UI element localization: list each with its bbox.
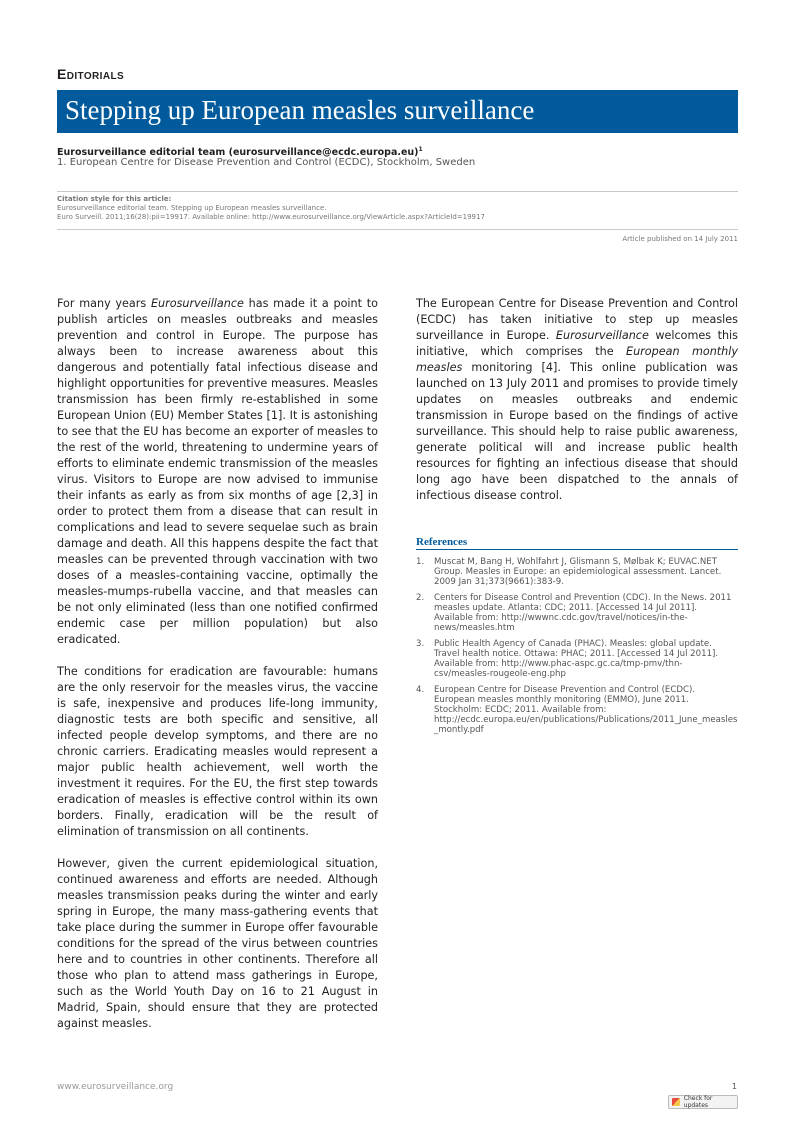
text: has made it a point to publish articles on measles outbreaks and measles prevention and control in Europe. The purpose has always been to increase awareness about this dangerous and potentially fatal infectious disease and highlight opportunities for preventive measures. Measles transmission has been firmly re-established in some European Union (EU) Member States [1]. It is astonishing to see that the EU has become an exporter of measles to the rest of the world, threatening to undermine years of efforts to eliminate endemic transmission of the measles virus. Visitors to Europe are now advised to immunise their infants as early as from six months of age [2,3] in order to protect them from a disease that can result in complications and lead to severe sequelae such as brain damage and death. All this happens despite the fact that measles can be prevented through vaccination with two doses of a measles-containing vaccine, optimally the measles-mumps-rubella vaccine, and that measles can be not only eliminated (less than one notified confirmed endemic case per million population) but also eradicated. [57,297,378,646]
reference-item [416,685,738,735]
body-column-right [416,296,738,520]
check-for-updates-button[interactable] [668,1095,738,1109]
paragraph [416,296,738,504]
divider [57,229,738,230]
reference-text: Muscat M, Bang H, Wohlfahrt J, Glismann S, Mølbak K; EUVAC.NET Group. Measles in Europe: an epidemiological assessment. Lancet. 2009 Jan 31;373(9661):383-9. [434,557,722,587]
citation-block [57,195,738,222]
reference-number: 3. [416,639,425,649]
reference-text: European Centre for Disease Prevention and Control (ECDC). European measles monthly monitoring (EMMO), June 2011. Stockholm: ECDC; 2011. Available from: http://ecdc.europa.eu/en/publications/Publications/2011_June_measles_montly.pdf [434,685,738,735]
authors: Eurosurveillance editorial team (eurosurveillance@ecdc.europa.eu) [57,147,419,159]
section-label: Editorials [57,66,125,82]
publication-date: Article published on 14 July 2011 [622,235,738,243]
footer-url[interactable]: www.eurosurveillance.org [57,1082,174,1092]
journal-name: Eurosurveillance [555,329,649,342]
reference-text: Public Health Agency of Canada (PHAC). Measles: global update. Travel health notice. Ottawa: PHAC; 2011. [Accessed 14 Jul 2011]. Available from: http://www.phac-aspc.gc.ca/tmp-pmv/thn-csv/measles-rougeole-eng.php [434,639,719,679]
article-title: Stepping up European measles surveillance [65,95,535,125]
reference-item [416,557,738,587]
references-list [416,557,738,741]
citation-line-1: Eurosurveillance editorial team. Stepping up European measles surveillance. [57,204,327,212]
title-banner [57,90,738,133]
reference-number: 2. [416,593,425,603]
citation-heading: Citation style for this article: [57,195,172,203]
reference-number: 4. [416,685,425,695]
check-for-updates-label: Check for updates [683,1095,713,1109]
publication-name: European monthly measles [416,345,738,374]
page-number: 1 [731,1082,737,1091]
body-column-left [57,296,378,1048]
reference-item [416,639,738,679]
reference-text: Centers for Disease Control and Prevention (CDC). In the News. 2011 measles update. Atlanta: CDC; 2011. [Accessed 14 Jul 2011]. Available from: http://wwwnc.cdc.gov/travel/notices/in-the-news/measles.htm [434,593,732,633]
author-affiliation-marker: 1 [418,146,423,153]
paragraph [57,296,378,648]
text: monitoring [4]. This online publication was launched on 13 July 2011 and promises to provide timely updates on measles outbreaks and endemic transmission in Europe based on the findings of active surveillance. This should help to raise public awareness, generate political will and increase public health resources for fighting an infectious disease that should long ago have been dispatched to the annals of infectious disease control. [416,361,738,502]
affiliation: 1. European Centre for Disease Prevention and Control (ECDC), Stockholm, Sweden [57,157,476,168]
paragraph: The conditions for eradication are favourable: humans are the only reservoir for the measles virus, the vaccine is safe, inexpensive and produces life-long immunity, diagnostic tests are both specific and sensitive, all infected people develop symptoms, and there are no chronic carriers. Eradicating measles would represent a major public health achievement, well worth the investment it requires. For the EU, the first step towards eradication of measles is effective control within its own borders. Finally, eradication will be the result of elimination of transmission on all continents. [57,665,378,838]
text: welcomes this initiative, which comprises the [416,329,738,358]
paragraph: However, given the current epidemiological situation, continued awareness and efforts are needed. Although measles transmission peaks during the winter and early spring in Europe, the many mass-gathering events that take place during the summer in Europe offer favourable conditions for the spread of the virus between countries here and to countries in other continents. Therefore all those who plan to attend mass gatherings in Europe, such as the World Youth Day on 16 to 21 August in Madrid, Spain, should ensure that they are protected against measles. [57,857,378,1030]
divider [57,191,738,192]
text: For many years [57,297,151,310]
references-heading: References [416,536,738,550]
text: The European Centre for Disease Prevention and Control (ECDC) has taken initiative to step up measles surveillance in Europe. [416,297,738,342]
reference-item [416,593,738,633]
crossmark-icon [672,1098,680,1106]
citation-line-2: Euro Surveill. 2011;16(28):pii=19917. Available online: http://www.eurosurveillance.org/ViewArticle.aspx?ArticleId=19917 [57,213,485,221]
journal-name: Eurosurveillance [150,297,244,310]
reference-number: 1. [416,557,425,567]
